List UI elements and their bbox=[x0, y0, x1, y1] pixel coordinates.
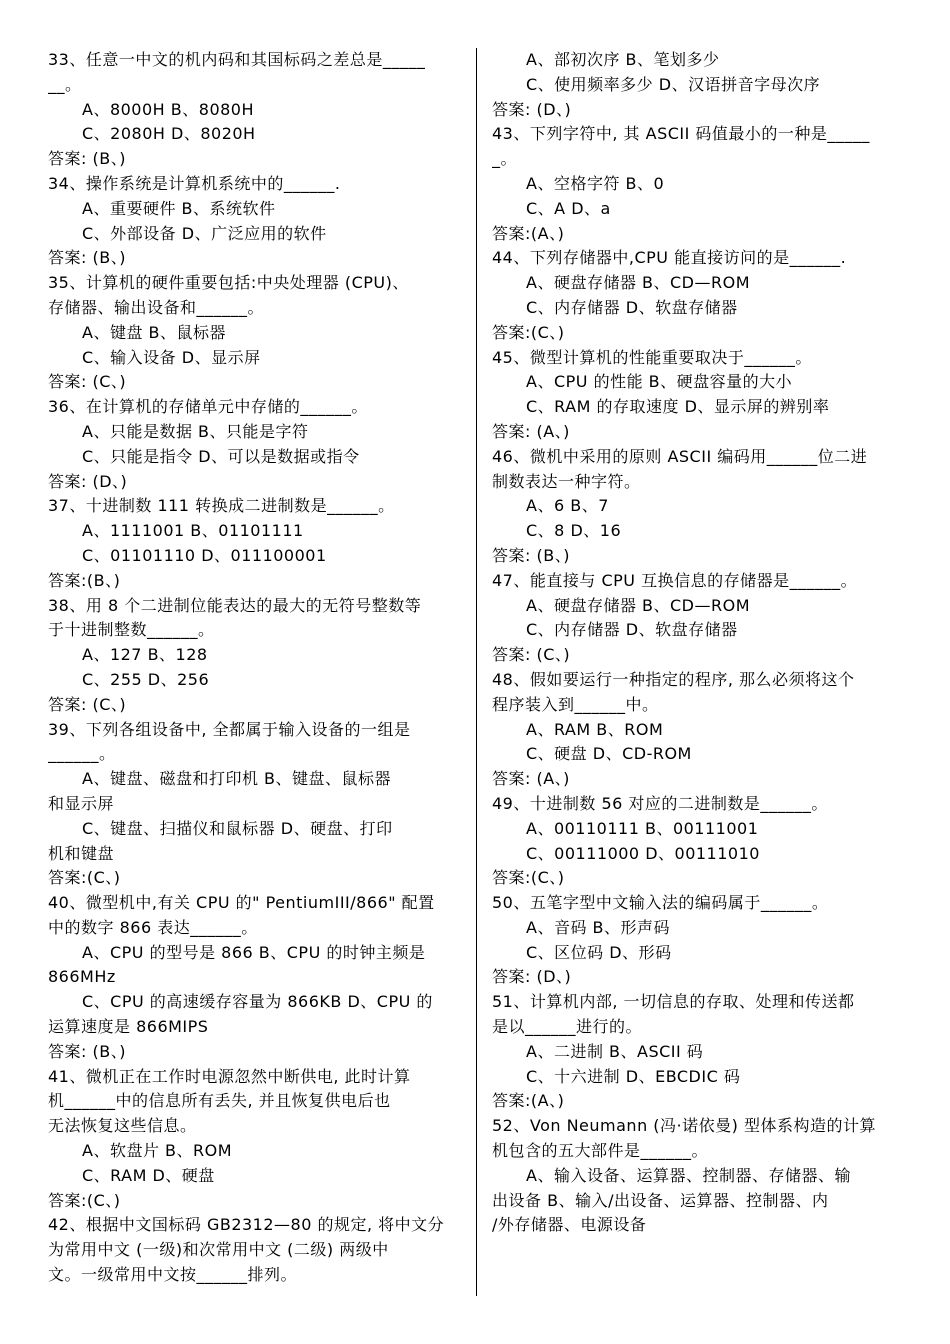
answer-line: 答案:(A、) bbox=[492, 1091, 565, 1111]
left-column bbox=[48, 48, 460, 1288]
question-line: 35、计算机的硬件重要包括:中央处理器 (CPU)、 bbox=[48, 273, 409, 293]
answer-line: 答案: (B、) bbox=[48, 149, 126, 169]
answer-line: 答案:(C、) bbox=[48, 868, 121, 888]
question-line: 40、微型机中,有关 CPU 的" PentiumIII/866" 配置 bbox=[48, 893, 435, 913]
text-line: 机______中的信息所有丢失, 并且恢复供电后也 bbox=[48, 1091, 391, 1111]
option-line: A、软盘片 B、ROM bbox=[82, 1141, 233, 1161]
answer-line: 答案:(C、) bbox=[492, 868, 565, 888]
option-line: C、01101110 D、011100001 bbox=[82, 545, 327, 565]
option-line: A、硬盘存储器 B、CD—ROM bbox=[526, 595, 751, 615]
answer-line: 答案: (C、) bbox=[48, 372, 127, 392]
text-line: 中的数字 866 表达______。 bbox=[48, 917, 258, 937]
text-line: 和显示屏 bbox=[48, 793, 115, 813]
text-line: 运算速度是 866MIPS bbox=[48, 1017, 209, 1037]
option-line: C、只能是指令 D、可以是数据或指令 bbox=[82, 446, 360, 466]
option-line: A、键盘 B、鼠标器 bbox=[82, 322, 227, 342]
option-line: C、硬盘 D、CD-ROM bbox=[526, 744, 692, 764]
answer-line: 答案:(C、) bbox=[48, 1190, 121, 1210]
option-line: C、区位码 D、形码 bbox=[526, 942, 672, 962]
text-line: 机包含的五大部件是______。 bbox=[492, 1141, 709, 1161]
question-line: 48、假如要运行一种指定的程序, 那么必须将这个 bbox=[492, 669, 855, 689]
text-line: 于十进制整数______。 bbox=[48, 620, 215, 640]
answer-line: 答案: (D、) bbox=[492, 99, 572, 119]
option-line: C、输入设备 D、显示屏 bbox=[82, 347, 261, 367]
option-line: A、空格字符 B、0 bbox=[526, 173, 665, 193]
option-line: C、RAM 的存取速度 D、显示屏的辨别率 bbox=[526, 397, 830, 417]
option-line: C、8 D、16 bbox=[526, 521, 622, 541]
option-line: A、CPU 的型号是 866 B、CPU 的时钟主频是 bbox=[82, 942, 426, 962]
option-line: A、部初次序 B、笔划多少 bbox=[526, 50, 720, 69]
text-line: 制数表达一种字符。 bbox=[492, 471, 641, 491]
option-line: A、8000H B、8080H bbox=[82, 99, 255, 119]
option-line: C、键盘、扫描仪和鼠标器 D、硬盘、打印 bbox=[82, 818, 393, 838]
option-line: C、255 D、256 bbox=[82, 669, 210, 689]
column-divider bbox=[476, 48, 477, 1296]
option-line: A、127 B、128 bbox=[82, 645, 208, 665]
question-line: 50、五笔字型中文输入法的编码属于______。 bbox=[492, 893, 829, 913]
answer-line: 答案:(C、) bbox=[492, 322, 565, 342]
text-line: 程序装入到______中。 bbox=[492, 694, 659, 714]
text-line: _。 bbox=[492, 149, 518, 169]
answer-line: 答案: (A、) bbox=[492, 421, 570, 441]
option-line: C、十六进制 D、EBCDIC 码 bbox=[526, 1066, 741, 1086]
text-line: 866MHz bbox=[48, 967, 116, 987]
option-line: C、A D、a bbox=[526, 198, 611, 218]
question-line: 52、Von Neumann (冯·诺依曼) 型体系构造的计算 bbox=[492, 1116, 876, 1136]
answer-line: 答案: (A、) bbox=[492, 769, 570, 789]
text-line: 存储器、输出设备和______。 bbox=[48, 297, 265, 317]
text-line: 是以______进行的。 bbox=[492, 1017, 643, 1037]
option-line: C、RAM D、硬盘 bbox=[82, 1165, 215, 1185]
text-line: ______。 bbox=[48, 744, 116, 764]
option-line: A、CPU 的性能 B、硬盘容量的大小 bbox=[526, 372, 793, 392]
option-line: A、00110111 B、00111001 bbox=[526, 818, 759, 838]
text-line: __。 bbox=[48, 74, 82, 94]
text-line: 无法恢复这些信息。 bbox=[48, 1116, 197, 1136]
question-line: 47、能直接与 CPU 互换信息的存储器是______。 bbox=[492, 570, 858, 590]
option-line: C、内存储器 D、软盘存储器 bbox=[526, 620, 738, 640]
text-line: 文。一级常用中文按______排列。 bbox=[48, 1265, 298, 1285]
answer-line: 答案:(B、) bbox=[48, 570, 121, 590]
question-line: 41、微机正在工作时电源忽然中断供电, 此时计算 bbox=[48, 1066, 411, 1086]
answer-line: 答案: (D、) bbox=[48, 471, 128, 491]
question-line: 44、下列存储器中,CPU 能直接访问的是______. bbox=[492, 248, 847, 268]
option-line: C、2080H D、8020H bbox=[82, 124, 256, 144]
question-line: 42、根据中文国标码 GB2312—80 的规定, 将中文分 bbox=[48, 1215, 445, 1235]
answer-line: 答案: (B、) bbox=[492, 545, 570, 565]
option-line: A、重要硬件 B、系统软件 bbox=[82, 198, 276, 218]
question-line: 39、下列各组设备中, 全都属于输入设备的一组是 bbox=[48, 719, 411, 739]
answer-line: 答案: (C、) bbox=[48, 694, 127, 714]
answer-line: 答案: (B、) bbox=[48, 248, 126, 268]
option-line: A、硬盘存储器 B、CD—ROM bbox=[526, 273, 751, 293]
question-line: 45、微型计算机的性能重要取决于______。 bbox=[492, 347, 812, 367]
answer-line: 答案:(A、) bbox=[492, 223, 565, 243]
text-line: 为常用中文 (一级)和次常用中文 (二级) 两级中 bbox=[48, 1240, 389, 1260]
question-line: 43、下列字符中, 其 ASCII 码值最小的一种是_____ bbox=[492, 124, 870, 144]
option-line: C、内存储器 D、软盘存储器 bbox=[526, 297, 738, 317]
text-line: 机和键盘 bbox=[48, 843, 115, 863]
answer-line: 答案: (C、) bbox=[492, 645, 571, 665]
option-line: A、输入设备、运算器、控制器、存储器、输 bbox=[526, 1165, 851, 1185]
question-line: 34、操作系统是计算机系统中的______. bbox=[48, 173, 341, 193]
question-line: 51、计算机内部, 一切信息的存取、处理和传送都 bbox=[492, 992, 855, 1012]
option-line: C、CPU 的高速缓存容量为 866KB D、CPU 的 bbox=[82, 992, 433, 1012]
option-line: C、00111000 D、00111010 bbox=[526, 843, 760, 863]
option-line: A、RAM B、ROM bbox=[526, 719, 664, 739]
question-line: 49、十进制数 56 对应的二进制数是______。 bbox=[492, 793, 828, 813]
option-line: A、6 B、7 bbox=[526, 496, 609, 516]
option-line: A、键盘、磁盘和打印机 B、键盘、鼠标器 bbox=[82, 769, 392, 789]
answer-line: 答案: (D、) bbox=[492, 967, 572, 987]
text-line: /外存储器、电源设备 bbox=[492, 1215, 647, 1235]
option-line: A、音码 B、形声码 bbox=[526, 917, 671, 937]
question-line: 36、在计算机的存储单元中存储的______。 bbox=[48, 397, 368, 417]
question-line: 46、微机中采用的原则 ASCII 编码用______位二进 bbox=[492, 446, 868, 466]
question-line: 37、十进制数 111 转换成二进制数是______。 bbox=[48, 496, 395, 516]
option-line: A、只能是数据 B、只能是字符 bbox=[82, 421, 309, 441]
option-line: A、1111001 B、01101111 bbox=[82, 521, 304, 541]
option-line: C、使用频率多少 D、汉语拼音字母次序 bbox=[526, 74, 821, 94]
question-line: 33、任意一中文的机内码和其国标码之差总是_____ bbox=[48, 50, 426, 69]
option-line: C、外部设备 D、广泛应用的软件 bbox=[82, 223, 327, 243]
question-line: 38、用 8 个二进制位能表达的最大的无符号整数等 bbox=[48, 595, 422, 615]
option-line: A、二进制 B、ASCII 码 bbox=[526, 1041, 704, 1061]
text-line: 出设备 B、输入/出设备、运算器、控制器、内 bbox=[492, 1190, 829, 1210]
answer-line: 答案: (B、) bbox=[48, 1041, 126, 1061]
right-column bbox=[492, 48, 906, 1238]
